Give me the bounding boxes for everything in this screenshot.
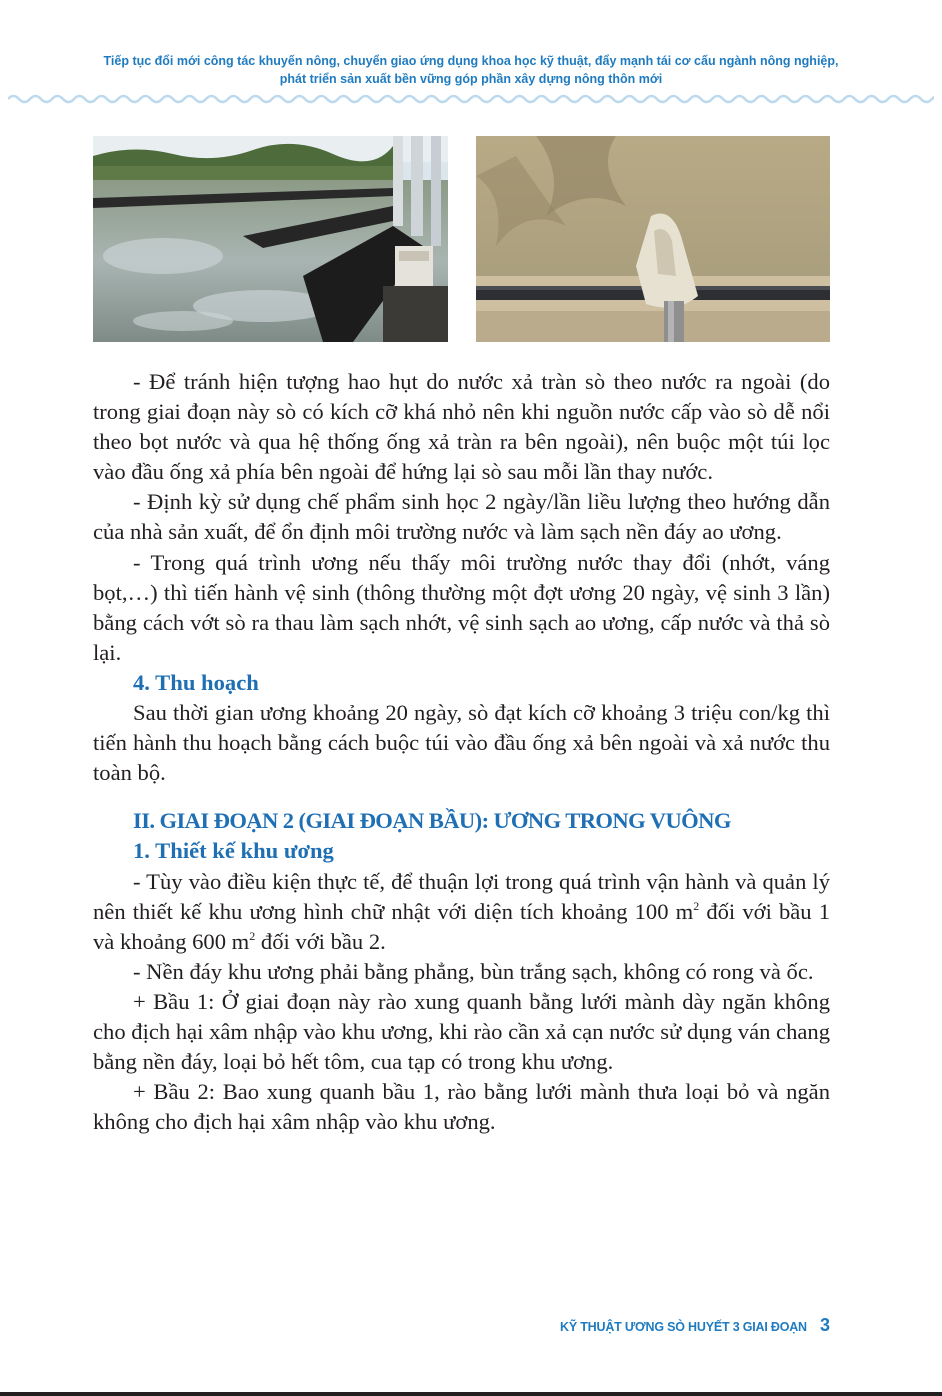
paragraph-probiotic: - Định kỳ sử dụng chế phẩm sinh học 2 ngày/lần liều lượng theo hướng dẫn của nhà sản xuất, để ổn định môi trường nước và làm sạch nền đáy ao ương. — [93, 489, 830, 545]
paragraph-area-part-1: - Tùy vào điều kiện thực tế, để thuận lợi trong quá trình vận hành và quản lý nên thiết kế khu ương hình chữ nhật với diện tích khoảng 100 m — [93, 868, 830, 924]
heading-design: 1. Thiết kế khu ương — [133, 838, 334, 864]
paragraph-area-part-2: đối với bầu 1 và khoảng 600 m — [93, 898, 830, 954]
page-number: 3 — [820, 1315, 831, 1335]
heading-stage-2: II. GIAI ĐOẠN 2 (GIAI ĐOẠN BẦU): ƯƠNG TRONG VUÔNG — [133, 808, 731, 834]
footer-title: KỸ THUẬT ƯƠNG SÒ HUYẾT 3 GIAI ĐOẠN — [560, 1320, 807, 1334]
heading-harvest: 4. Thu hoạch — [133, 669, 259, 695]
paragraph-area-part-3: đối với bầu 2. — [255, 928, 386, 954]
wave-divider — [8, 92, 934, 106]
superscript-2: 2 — [693, 898, 700, 913]
nursery-pond-photo — [93, 136, 448, 342]
superscript-2: 2 — [249, 928, 256, 943]
paragraph-bottom: - Nền đáy khu ương phải bằng phẳng, bùn trắng sạch, không có rong và ốc. — [133, 958, 814, 984]
paragraph-cleaning: - Trong quá trình ương nếu thấy môi trường nước thay đổi (nhớt, váng bọt,…) thì tiến hành vệ sinh (thông thường một đợt ương 20 ngày, vệ sinh 3 lần) bằng cách vớt sò ra thau làm sạch nhớt, vệ sinh sạch ao ương, cấp nước và thả sò lại. — [93, 549, 830, 665]
bottom-rule — [0, 1392, 942, 1396]
header-line-2: phát triển sản xuất bền vững góp phần xây dựng nông thôn mới — [279, 72, 663, 86]
paragraph-nursery-2: + Bầu 2: Bao xung quanh bầu 1, rào bằng lưới mành thưa loại bỏ và ngăn không cho địch hại xâm nhập vào khu ương. — [93, 1079, 830, 1135]
page-body — [93, 367, 830, 1137]
drain-pipe-filter-bag-photo — [476, 136, 830, 342]
paragraph-nursery-1: + Bầu 1: Ở giai đoạn này rào xung quanh bằng lưới mành dày ngăn không cho địch hại xâm nhập vào khu ương, khi rào cần xả cạn nước sử dụng ván chang bằng nền đáy, loại bỏ hết tôm, cua tạp có trong khu ương. — [93, 988, 830, 1075]
running-header — [0, 52, 942, 88]
paragraph-harvest: Sau thời gian ương khoảng 20 ngày, sò đạt kích cỡ khoảng 3 triệu con/kg thì tiến hành thu hoạch bằng cách buộc túi vào đầu ống xả bên ngoài và xả nước thu toàn bộ. — [93, 700, 830, 786]
header-line-1: Tiếp tục đổi mới công tác khuyến nông, chuyển giao ứng dụng khoa học kỹ thuật, đẩy mạnh tái cơ cấu ngành nông nghiệp, — [103, 54, 839, 68]
paragraph-area — [93, 867, 830, 957]
paragraph-filter-bag: - Để tránh hiện tượng hao hụt do nước xả tràn sò theo nước ra ngoài (do trong giai đoạn này sò có kích cỡ khá nhỏ nên khi nguồn nước cấp vào sò dễ nổi theo bọt nước và qua hệ thống ống xả tràn ra bên ngoài), nên buộc một túi lọc vào đầu ống xả phía bên ngoài để hứng lại sò sau mỗi lần thay nước. — [93, 369, 830, 485]
